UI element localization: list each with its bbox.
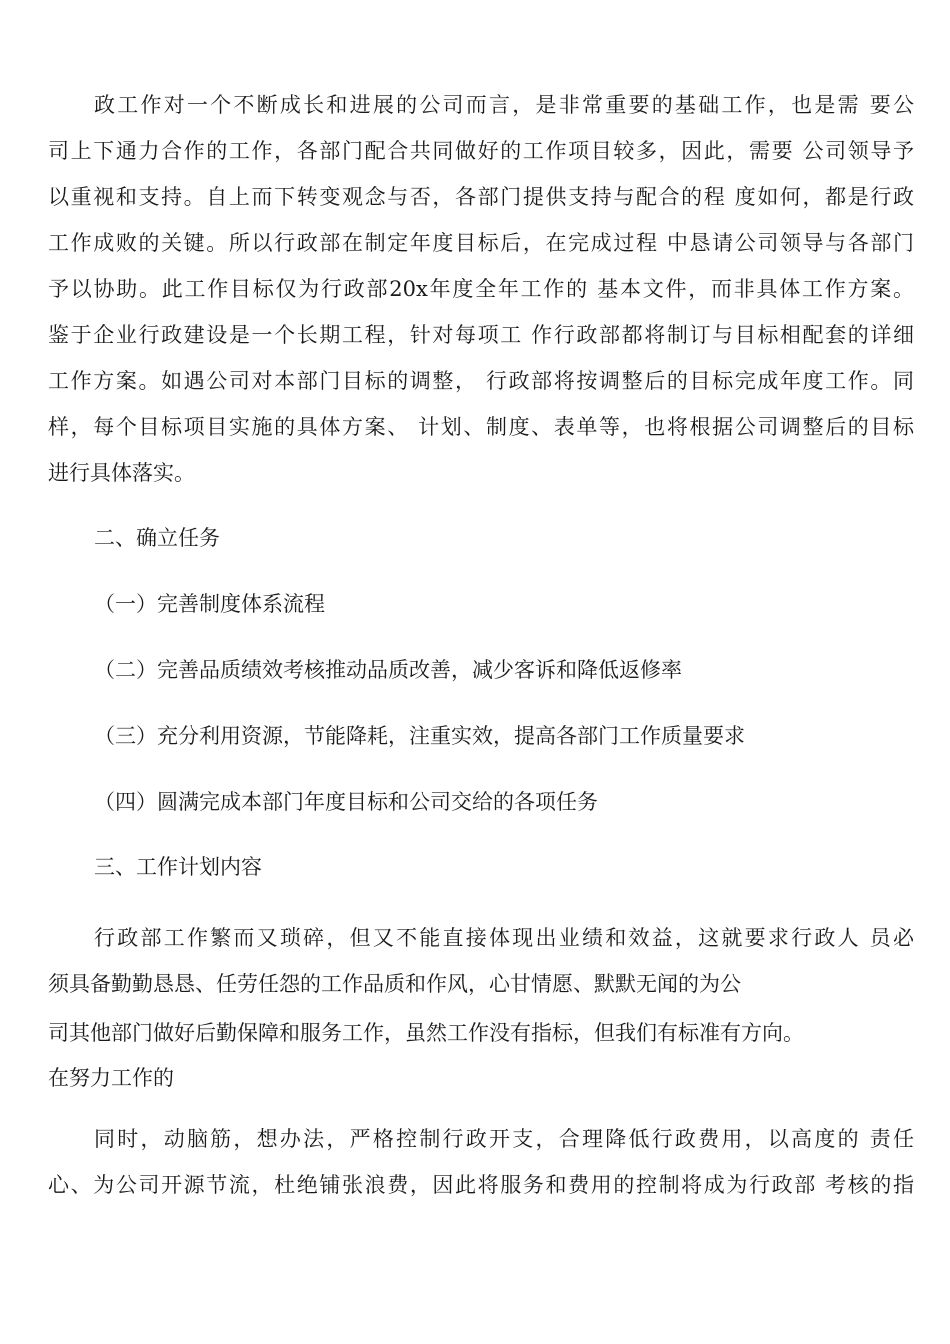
paragraph-1-line-6: 鉴于企业行政建设是一个长期工程，针对每项工 作行政部都将制订与目标相配套的详细 — [48, 323, 914, 347]
paragraph-3-line-1: 同时，动脑筋，想办法，严格控制行政开支，合理降低行政费用，以高度的 责任 — [94, 1127, 914, 1151]
paragraph-2-line-2: 须具备勤勤恳恳、任劳任怨的工作品质和作风，心甘情愿、默默无闻的为公 — [48, 972, 741, 996]
task-item-2: （二）完善品质绩效考核推动品质改善，减少客诉和降低返修率 — [94, 658, 682, 682]
task-item-3: （三）充分利用资源，节能降耗，注重实效，提高各部门工作质量要求 — [94, 724, 745, 748]
paragraph-2-line-4: 在努力工作的 — [48, 1066, 174, 1090]
paragraph-1-line-2: 司上下通力合作的工作，各部门配合共同做好的工作项目较多，因此，需要 公司领导予 — [48, 139, 914, 163]
paragraph-3-line-2: 心、为公司开源节流，杜绝铺张浪费，因此将服务和费用的控制将成为行政部 考核的指 — [48, 1173, 914, 1197]
paragraph-1-line-7: 工作方案。如遇公司对本部门目标的调整， 行政部将按调整后的目标完成年度工作。同 — [48, 369, 914, 393]
section-heading-3: 三、工作计划内容 — [94, 855, 262, 879]
paragraph-2-line-3: 司其他部门做好后勤保障和服务工作，虽然工作没有指标，但我们有标准有方向。 — [48, 1021, 804, 1045]
section-heading-2: 二、确立任务 — [94, 526, 220, 550]
paragraph-1-line-3: 以重视和支持。自上而下转变观念与否，各部门提供支持与配合的程 度如何，都是行政 — [48, 185, 914, 209]
paragraph-1-line-4: 工作成败的关键。所以行政部在制定年度目标后，在完成过程 中恳请公司领导与各部门 — [48, 231, 914, 255]
paragraph-1-line-9: 进行具体落实。 — [48, 461, 195, 485]
paragraph-1-line-8: 样，每个目标项目实施的具体方案、 计划、制度、表单等，也将根据公司调整后的目标 — [48, 415, 914, 439]
paragraph-1-line-5: 予以协助。此工作目标仅为行政部20x年度全年工作的 基本文件，而非具体工作方案。 — [48, 277, 914, 301]
task-item-4: （四）圆满完成本部门年度目标和公司交给的各项任务 — [94, 790, 598, 814]
paragraph-2-line-1: 行政部工作繁而又琐碎，但又不能直接体现出业绩和效益，这就要求行政人 员必 — [94, 926, 914, 950]
task-item-1: （一）完善制度体系流程 — [94, 592, 325, 616]
paragraph-1-line-1: 政工作对一个不断成长和进展的公司而言，是非常重要的基础工作，也是需 要公 — [94, 93, 914, 117]
